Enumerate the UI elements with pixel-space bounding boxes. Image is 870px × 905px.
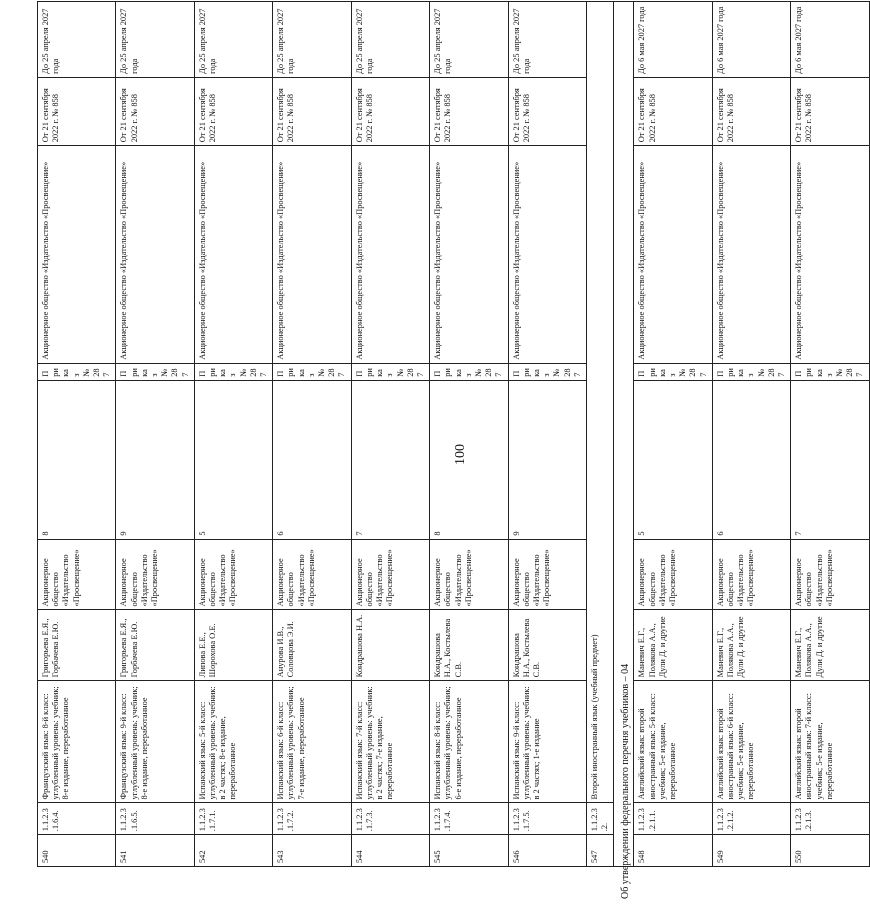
cell-authors: Кондрашова Н.А., Костылева С.В. — [430, 610, 508, 681]
table-body-part-b — [634, 2, 869, 867]
section-title: Второй иностранный язык (учебный предмет) — [586, 2, 613, 804]
cell-date-from: От 21 сентября 2022 г. № 858 — [791, 77, 869, 145]
section-row — [586, 2, 613, 867]
cell-num: 549 — [712, 835, 790, 867]
cell-grade: 6 — [273, 380, 351, 539]
cell-date-to: До 25 апреля 2027 года — [430, 2, 508, 78]
cell-grade: 9 — [116, 380, 194, 539]
cell-org: Акционерное общество «Издательство «Просвещение» — [634, 146, 712, 363]
table-row — [791, 2, 869, 867]
cell-date-from: От 21 сентября 2022 г. № 858 — [38, 77, 116, 145]
cell-publisher: Акционерное общество «Издательство «Просвещение» — [273, 539, 351, 610]
cell-code: 1.1.2.3.1.7.2. — [273, 803, 351, 835]
cell-date-from: От 21 сентября 2022 г. № 858 — [351, 77, 429, 145]
cell-title: Испанский язык: 8-й класс: углубленный уровень: учебник; 6-е издание, переработанное — [430, 681, 508, 803]
cell-order: Приказ № 287 — [38, 363, 116, 380]
cell-code: 1.1.2.3.1.7.3. — [351, 803, 429, 835]
cell-authors: Анурова И.В., Соловцова Э.И. — [273, 610, 351, 681]
cell-code: 1.1.2.3.2.1.1. — [634, 803, 712, 835]
cell-code: 1.1.2.3.2.1.3. — [791, 803, 869, 835]
cell-date-to: До 25 апреля 2027 года — [508, 2, 586, 78]
cell-title: Испанский язык: 5-й класс: углубленный уровень: учебник: в 2 частях; 8-е издание, переработанное — [194, 681, 272, 803]
cell-code: 1.1.2.3.1.7.1. — [194, 803, 272, 835]
cell-title: Испанский язык: 9-й класс: углубленный уровень: учебник: в 2 частях; 1-е издание — [508, 681, 586, 803]
cell-publisher: Акционерное общество «Издательство «Просвещение» — [116, 539, 194, 610]
cell-num: 543 — [273, 835, 351, 867]
cell-date-to: До 25 апреля 2027 года — [116, 2, 194, 78]
cell-authors: Кондрашова Н.А. — [351, 610, 429, 681]
cell-authors: Григорьева Е.Я., Горбачева Е.Ю. — [38, 610, 116, 681]
cell-grade: 5 — [194, 380, 272, 539]
cell-org: Акционерное общество «Издательство «Просвещение» — [791, 146, 869, 363]
cell-title: Английский язык: второй иностранный язык: 7-й класс: учебник; 5-е издание, переработанное — [791, 681, 869, 803]
cell-date-from: От 21 сентября 2022 г. № 858 — [634, 77, 712, 145]
cell-title: Испанский язык: 6-й класс: углубленный уровень: учебник; 7-е издание, переработанное — [273, 681, 351, 803]
cell-authors: Липова Е.Е., Шорохова О.Е. — [194, 610, 272, 681]
table-body-part-a — [38, 2, 587, 867]
cell-publisher: Акционерное общество «Издательство «Просвещение» — [634, 539, 712, 610]
cell-num: 540 — [38, 835, 116, 867]
cell-code: 1.1.2.3.1.6.4. — [38, 803, 116, 835]
cell-num: 546 — [508, 835, 586, 867]
cell-publisher: Акционерное общество «Издательство «Просвещение» — [38, 539, 116, 610]
cell-code: 1.1.2.3.1.6.5. — [116, 803, 194, 835]
cell-grade: 8 — [430, 380, 508, 539]
cell-org: Акционерное общество «Издательство «Просвещение» — [430, 146, 508, 363]
cell-authors: Маневич Е.Г., Полякова А.А., Дули Д. и другие — [712, 610, 790, 681]
cell-num: 541 — [116, 835, 194, 867]
cell-org: Акционерное общество «Издательство «Просвещение» — [194, 146, 272, 363]
cell-order: Приказ № 287 — [273, 363, 351, 380]
cell-title: Испанский язык: 7-й класс: углубленный уровень: учебник: в 2 частях; 7-е издание, переработанное — [351, 681, 429, 803]
cell-authors: Маневич Е.Г., Полякова А.А., Дули Д. и другие — [634, 610, 712, 681]
cell-org: Акционерное общество «Издательство «Просвещение» — [508, 146, 586, 363]
section-num: 547 — [586, 835, 613, 867]
table-row — [712, 2, 790, 867]
cell-order: Приказ № 287 — [712, 363, 790, 380]
cell-date-to: До 25 апреля 2027 года — [351, 2, 429, 78]
cell-order: Приказ № 287 — [351, 363, 429, 380]
cell-date-to: До 6 мая 2027 года — [791, 2, 869, 78]
cell-grade: 6 — [712, 380, 790, 539]
cell-org: Акционерное общество «Издательство «Просвещение» — [38, 146, 116, 363]
cell-code: 1.1.2.3.1.7.5. — [508, 803, 586, 835]
cell-order: Приказ № 287 — [791, 363, 869, 380]
cell-num: 548 — [634, 835, 712, 867]
cell-num: 550 — [791, 835, 869, 867]
cell-authors: Кондрашова Н.А., Костылева С.В. — [508, 610, 586, 681]
table-row — [351, 2, 429, 867]
table-row — [634, 2, 712, 867]
cell-date-from: От 21 сентября 2022 г. № 858 — [116, 77, 194, 145]
cell-order: Приказ № 287 — [194, 363, 272, 380]
cell-publisher: Акционерное общество «Издательство «Просвещение» — [791, 539, 869, 610]
cell-date-from: От 21 сентября 2022 г. № 858 — [430, 77, 508, 145]
table-row — [508, 2, 586, 867]
cell-grade: 8 — [38, 380, 116, 539]
cell-date-from: От 21 сентября 2022 г. № 858 — [194, 77, 272, 145]
cell-date-to: До 25 апреля 2027 года — [194, 2, 272, 78]
textbook-list-table — [37, 1, 870, 867]
cell-order: Приказ № 287 — [116, 363, 194, 380]
cell-title: Английский язык: второй иностранный язык: 5-й класс: учебник; 5-е издание, переработанное — [634, 681, 712, 803]
cell-code: 1.1.2.3.2.1.2. — [712, 803, 790, 835]
cell-order: Приказ № 287 — [634, 363, 712, 380]
cell-date-from: От 21 сентября 2022 г. № 858 — [273, 77, 351, 145]
cell-date-to: До 6 мая 2027 года — [712, 2, 790, 78]
table-row — [273, 2, 351, 867]
cell-num: 542 — [194, 835, 272, 867]
table-row — [194, 2, 272, 867]
cell-publisher: Акционерное общество «Издательство «Просвещение» — [712, 539, 790, 610]
cell-grade: 7 — [351, 380, 429, 539]
table-row — [116, 2, 194, 867]
cell-publisher: Акционерное общество «Издательство «Просвещение» — [351, 539, 429, 610]
cell-org: Акционерное общество «Издательство «Просвещение» — [712, 146, 790, 363]
cell-grade: 7 — [791, 380, 869, 539]
table-row — [38, 2, 116, 867]
cell-num: 544 — [351, 835, 429, 867]
cell-authors: Григорьева Е.Я., Горбачева Е.Ю. — [116, 610, 194, 681]
cell-publisher: Акционерное общество «Издательство «Просвещение» — [430, 539, 508, 610]
cell-org: Акционерное общество «Издательство «Просвещение» — [273, 146, 351, 363]
cell-date-to: До 25 апреля 2027 года — [38, 2, 116, 78]
cell-grade: 5 — [634, 380, 712, 539]
cell-title: Английский язык: второй иностранный язык: 6-й класс: учебник; 5-е издание, переработанное — [712, 681, 790, 803]
cell-order: Приказ № 287 — [508, 363, 586, 380]
cell-publisher: Акционерное общество «Издательство «Просвещение» — [508, 539, 586, 610]
cell-org: Акционерное общество «Издательство «Просвещение» — [351, 146, 429, 363]
cell-num: 545 — [430, 835, 508, 867]
cell-date-to: До 6 мая 2027 года — [634, 2, 712, 78]
section-code: 1.1.2.3.2. — [586, 803, 613, 835]
cell-date-from: От 21 сентября 2022 г. № 858 — [712, 77, 790, 145]
cell-title: Французский язык: 8-й класс: углубленный уровень: учебник; 8-е издание, переработанное — [38, 681, 116, 803]
cell-grade: 9 — [508, 380, 586, 539]
page-number: 100 — [453, 444, 468, 465]
cell-date-to: До 25 апреля 2027 года — [273, 2, 351, 78]
document-footer: Об утверждении федерального перечня учебников – 04 — [620, 663, 631, 899]
cell-publisher: Акционерное общество «Издательство «Просвещение» — [194, 539, 272, 610]
cell-date-from: От 21 сентября 2022 г. № 858 — [508, 77, 586, 145]
cell-org: Акционерное общество «Издательство «Просвещение» — [116, 146, 194, 363]
cell-authors: Маневич Е.Г., Полякова А.А., Дули Д. и другие — [791, 610, 869, 681]
cell-code: 1.1.2.3.1.7.4. — [430, 803, 508, 835]
cell-title: Французский язык: 9-й класс: углубленный уровень: учебник; 8-е издание, переработанное — [116, 681, 194, 803]
cell-order: Приказ № 287 — [430, 363, 508, 380]
table-row — [430, 2, 508, 867]
